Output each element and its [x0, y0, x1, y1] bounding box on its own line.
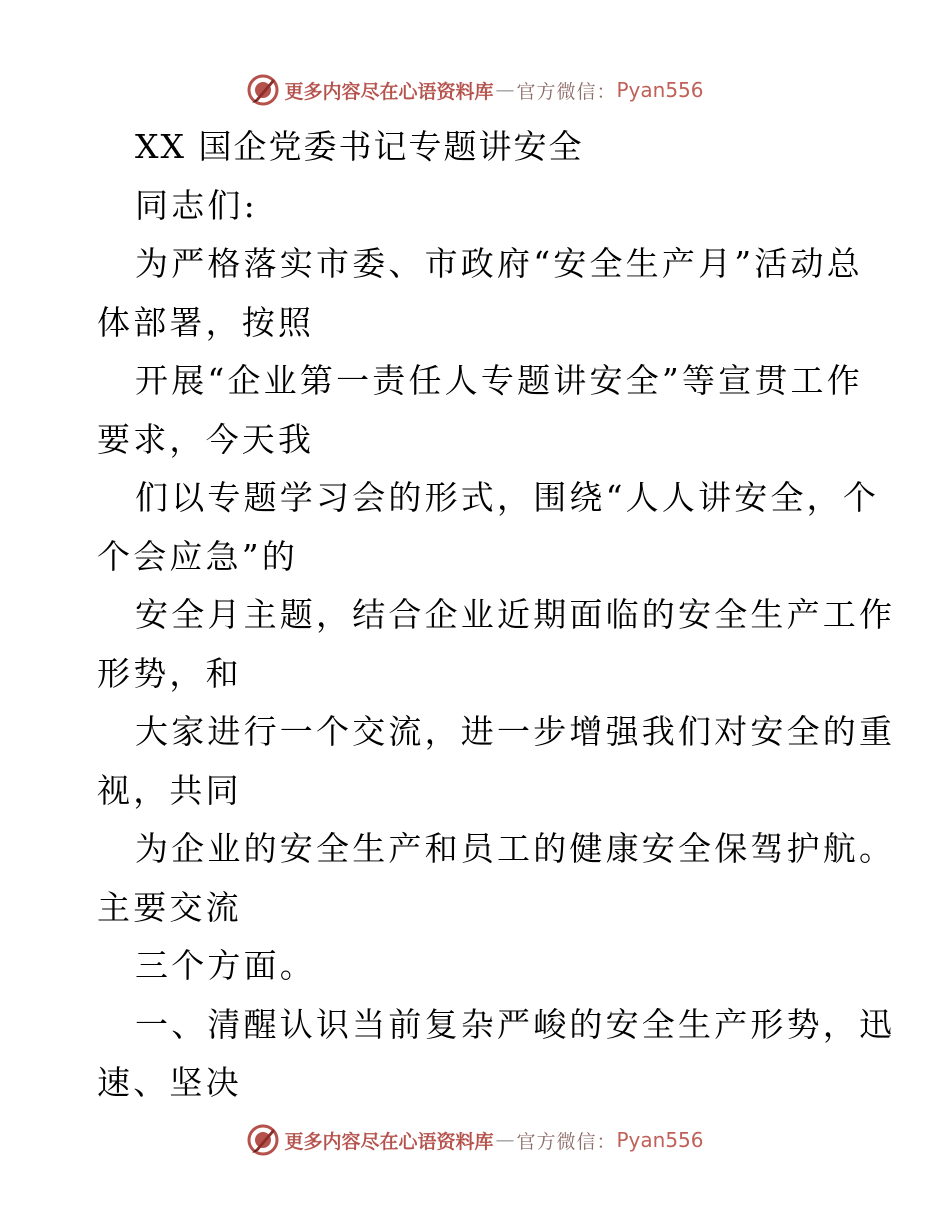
- seal-pen-icon: [246, 1123, 280, 1157]
- watermark-official-label: 官方微信：: [516, 1130, 617, 1153]
- document-line: 一、清醒认识当前复杂严峻的安全生产形势，迅: [135, 1004, 896, 1044]
- document-line: 视，共同: [97, 770, 242, 810]
- watermark-main-text: 更多内容尽在心语资料库: [284, 80, 494, 103]
- document-line: 主要交流: [97, 887, 242, 927]
- document-line: 大家进行一个交流，进一步增强我们对安全的重: [135, 712, 896, 751]
- document-line: 为企业的安全生产和员工的健康安全保驾护航。: [135, 829, 896, 868]
- document-line: 要求，今天我: [97, 419, 315, 459]
- document-line: 安全月主题，结合企业近期面临的安全生产工作: [135, 595, 896, 634]
- watermark-account: Pyan556: [616, 78, 704, 102]
- watermark-separator: —: [495, 79, 515, 101]
- watermark-account: Pyan556: [616, 1128, 704, 1152]
- watermark-separator: —: [495, 1129, 515, 1151]
- header-watermark: [0, 70, 950, 110]
- document-line: 同志们:: [135, 185, 258, 225]
- document-line: 体部署，按照: [97, 302, 315, 342]
- document-line: 速、坚决: [97, 1063, 242, 1102]
- seal-pen-icon: [246, 73, 280, 107]
- watermark-official-label: 官方微信：: [516, 80, 617, 103]
- document-line: 开展“企业第一责任人专题讲安全”等宣贯工作: [135, 361, 863, 400]
- document-line: 形势，和: [97, 653, 242, 693]
- document-line: 们以专题学习会的形式，围绕“人人讲安全，个: [135, 478, 880, 517]
- footer-watermark: [0, 1120, 950, 1160]
- document-title: XX 国企党委书记专题讲安全: [135, 127, 584, 166]
- document-line: 个会应急”的: [97, 536, 299, 576]
- document-line: 为严格落实市委、市政府“安全生产月”活动总: [135, 244, 863, 283]
- watermark-main-text: 更多内容尽在心语资料库: [284, 1130, 494, 1153]
- document-body: [97, 118, 896, 1113]
- document-line: 三个方面。: [135, 946, 316, 985]
